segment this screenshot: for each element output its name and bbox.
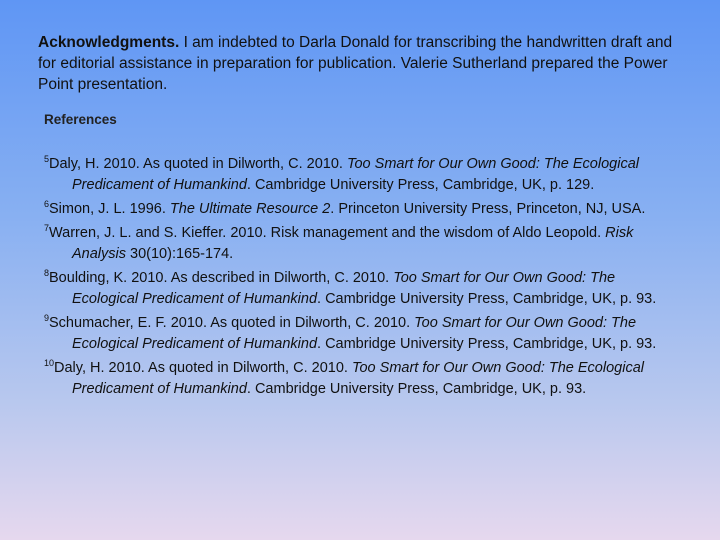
reference-number: 8	[44, 268, 50, 279]
reference-number: 7	[44, 223, 50, 234]
reference-text-end: . Cambridge University Press, Cambridge, UK, p. 93.	[317, 291, 657, 307]
reference-number: 6	[44, 199, 50, 210]
reference-number: 10	[44, 358, 55, 369]
reference-text: Schumacher, E. F. 2010. As quoted in Dilworth, C. 2010.	[49, 315, 415, 331]
reference-text-end: . Cambridge University Press, Cambridge, UK, p. 93.	[246, 381, 587, 397]
reference-item	[44, 268, 684, 310]
reference-item	[44, 154, 684, 196]
reference-title: The Ultimate Resource 2	[169, 201, 331, 217]
reference-text-end: . Cambridge University Press, Cambridge, UK, p. 129.	[246, 177, 595, 193]
reference-text: Warren, J. L. and S. Kieffer. 2010. Risk management and the wisdom of Aldo Leopold.	[49, 225, 606, 241]
reference-text: Boulding, K. 2010. As described in Dilworth, C. 2010.	[49, 270, 394, 286]
reference-title: Too Smart for Our Own Good: The Ecological Predicament of Humankind	[72, 270, 616, 307]
reference-text: Daly, H. 2010. As quoted in Dilworth, C. 2010.	[49, 156, 347, 172]
reference-item	[44, 223, 684, 265]
reference-text-end: . Princeton University Press, Princeton, NJ, USA.	[330, 201, 646, 217]
reference-number: 5	[44, 154, 50, 165]
reference-item	[44, 313, 684, 355]
reference-title: Too Smart for Our Own Good: The Ecological Predicament of Humankind	[72, 156, 639, 193]
acknowledgments-label: Acknowledgments.	[38, 34, 180, 51]
reference-text: Simon, J. L. 1996.	[49, 201, 170, 217]
reference-title: Risk Analysis	[72, 225, 634, 262]
reference-item	[44, 199, 684, 220]
reference-number: 9	[44, 313, 50, 324]
reference-item	[44, 358, 684, 400]
reference-text-end: 30(10):165-174.	[126, 246, 234, 262]
reference-title: Too Smart for Our Own Good: The Ecological Predicament of Humankind	[72, 360, 644, 397]
reference-text-end: . Cambridge University Press, Cambridge, UK, p. 93.	[317, 336, 657, 352]
references-heading: References	[44, 112, 117, 127]
references-list	[44, 154, 684, 403]
reference-title: Too Smart for Our Own Good: The Ecological Predicament of Humankind	[72, 315, 637, 352]
acknowledgments-text: I am indebted to Darla Donald for transcribing the handwritten draft and for editorial assistance in preparation for publication. Valerie Sutherland prepared the Power Point presentation.	[38, 34, 673, 93]
acknowledgments-paragraph	[38, 32, 678, 95]
reference-text: Daly, H. 2010. As quoted in Dilworth, C. 2010.	[54, 360, 352, 376]
